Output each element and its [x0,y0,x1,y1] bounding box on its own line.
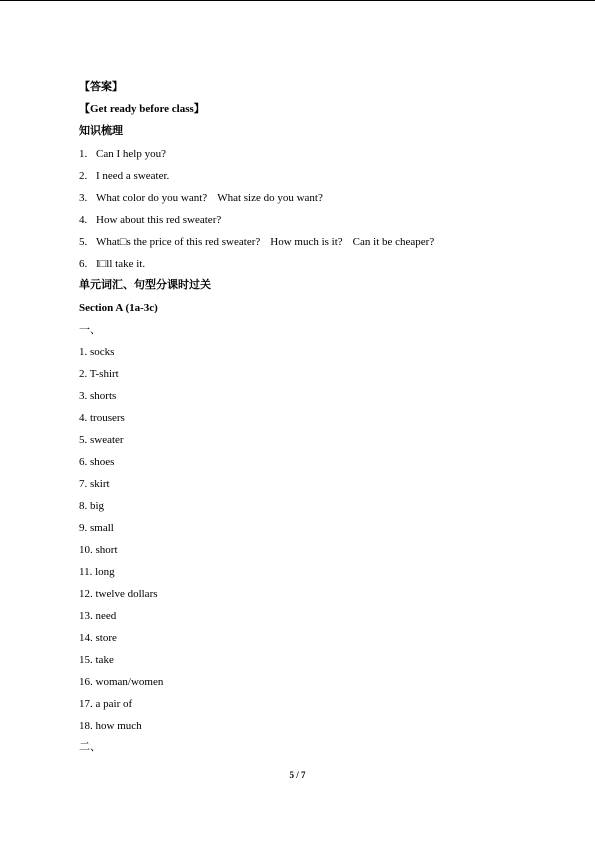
knowledge-heading: 知识梳理 [79,125,123,137]
knowledge-item-6 [79,257,145,271]
vocab-item: 2. T-shirt [79,368,119,380]
vocab-item: 6. shoes [79,456,115,468]
vocab-item: 15. take [79,654,114,666]
item-number: 5. [79,236,88,248]
knowledge-item-4 [79,213,221,227]
vocab-item: 18. how much [79,720,142,732]
item-number: 6. [79,258,88,270]
item-number: 4. [79,214,88,226]
item-number: 3. [79,192,88,204]
part-one-label: 一、 [79,324,101,336]
answer-header: 【答案】 [79,81,123,93]
knowledge-item-3 [79,191,323,205]
knowledge-item-5 [79,235,434,249]
vocab-item: 11. long [79,566,115,578]
vocab-item: 3. shorts [79,390,117,402]
item-text: Can it be cheaper? [352,236,435,248]
item-text: I□ll take it. [96,258,146,270]
item-text: I need a sweater. [96,170,170,182]
part-two-label: 二、 [79,741,101,753]
vocab-item: 8. big [79,500,105,512]
item-text: What color do you want? [96,192,208,204]
item-text: Can I help you? [96,148,166,160]
item-text: What□s the price of this red sweater? [96,236,261,248]
vocab-item: 4. trousers [79,412,125,424]
item-number: 1. [79,148,88,160]
item-text: What size do you want? [217,192,323,204]
section-get-ready-heading: 【Get ready before class】 [79,103,205,115]
vocab-item: 7. skirt [79,478,110,490]
item-text: How much is it? [270,236,343,248]
vocab-item: 10. short [79,544,118,556]
vocab-item: 13. need [79,610,117,622]
item-number: 2. [79,170,88,182]
vocab-item: 12. twelve dollars [79,588,158,600]
vocab-item: 16. woman/women [79,676,164,688]
vocab-item: 1. socks [79,346,115,358]
item-text: How about this red sweater? [96,214,222,226]
page-number: 5 / 7 [289,770,306,780]
vocab-item: 14. store [79,632,117,644]
knowledge-item-1 [79,147,166,161]
vocab-item: 17. a pair of [79,698,133,710]
header-rule [0,0,595,1]
knowledge-item-2 [79,169,169,183]
vocab-item: 5. sweater [79,434,124,446]
vocab-item: 9. small [79,522,114,534]
section-a-heading: Section A (1a-3c) [79,302,158,314]
unit-heading: 单元词汇、句型分课时过关 [79,279,211,291]
